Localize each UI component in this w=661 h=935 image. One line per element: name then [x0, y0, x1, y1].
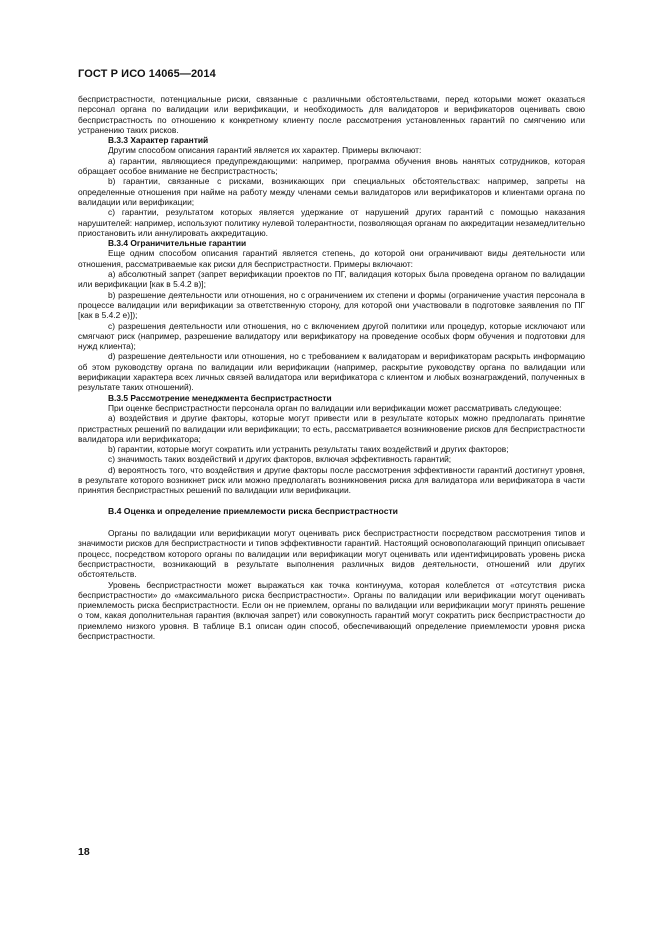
section-b34-item-c: c) разрешения деятельности или отношения, но с включением другой политики или процедур, которые исключают или смягчают риск (например, разрешение валидатору или верификатору на проведение особых форм обучения и подготовки для нужд клиента); — [78, 320, 585, 352]
section-b35-item-c: c) значимость таких воздействий и других факторов, включая эффективность гарантий; — [108, 454, 452, 465]
section-b4-heading: В.4 Оценка и определение приемлемости риска беспристрастности — [108, 505, 398, 516]
section-b4-paragraph-1: Органы по валидации или верификации могут оценивать риск беспристрастности посредством рассмотрения типов и значимости рисков для беспристрастности и типов эффективности гарантий. Настоящий основополагающий принцип описывает процесс, посредством которого органы по валидации или верификации могут оценивать или идентифицировать уровень риска беспристрастности, возникающий в результате выполнения различных видов деятельности, отношений или других обстоятельств. — [78, 528, 585, 580]
section-b35-item-a: a) воздействия и другие факторы, которые могут привести или в результате которых можно предполагать принятие пристрастных решений по валидации или верификации; то есть, рассматривается возникновение рисков для беспристрастности валидатора или верификатора; — [78, 413, 585, 444]
document-body — [78, 94, 585, 641]
section-b33-lead: Другим способом описания гарантий является их характер. Примеры включают: — [108, 145, 422, 156]
section-b35-heading: В.3.5 Рассмотрение менеджмента беспристрастности — [108, 392, 332, 403]
intro-paragraph: беспристрастности, потенциальные риски, связанные с различными обстоятельствами, перед которыми может оказаться персонал органа по валидации или верификации, и необходимость для валидаторов и верификаторов оценивать свою беспристрастность по отношению к конкретному клиенту после рассмотрения установленных гарантий по смягчению или устранению таких рисков. — [78, 94, 585, 135]
section-b33-heading: В.3.3 Характер гарантий — [108, 135, 209, 146]
section-b33-item-a: a) гарантии, являющиеся предупреждающими: например, программа обучения вновь нанятых сотрудников, которая обращает особое внимание не беспристрастность; — [78, 155, 585, 177]
section-b34-lead: Еще одним способом описания гарантий является степень, до которой они ограничивают виды деятельности или отношения, рассматриваемые как риски для беспристрастности. Примеры включают: — [78, 248, 585, 269]
page-number: 18 — [78, 846, 90, 858]
section-b34-item-d: d) разрешение деятельности или отношения, но с требованием к валидаторам и верификаторам раскрыть информацию об этом руководству органа по валидации или верификации (например, раскрытие руководству органа по валидации или верификации характера всех личных связей валидатора или верификатора с клиентом и любых вознаграждений, полученных в результате таких отношений). — [78, 351, 585, 393]
section-b35-lead: При оценке беспристрастности персонала орган по валидации или верификации может рассматривать следующее: — [108, 402, 562, 413]
section-b33-item-c: c) гарантии, результатом которых является удержание от нарушений других гарантий с помощью наказания нарушителей: например, используют политику нулевой толерантности, позволяющая органам по аккредитации незамедлительно приостановить или аннулировать аккредитацию. — [78, 207, 585, 238]
section-b34-item-a: a) абсолютный запрет (запрет верификации проектов по ПГ, валидация которых была проведена органом по валидации или верификации [как в 5.4.2 в)]; — [78, 269, 585, 290]
section-b35-item-d: d) вероятность того, что воздействия и другие факторы после рассмотрения эффективности гарантий достигнут уровня, в результате которого возникнет риск или можно предполагать возникновения риска для валидатора или верификатора в части принятия беспристрастных решений по валидации или верификации. — [78, 464, 585, 496]
section-b35-item-b: b) гарантии, которые могут сократить или устранить результаты таких воздействий и других факторов; — [108, 444, 509, 455]
document-header: ГОСТ Р ИСО 14065—2014 — [78, 68, 216, 80]
section-b34-heading: В.3.4 Ограничительные гарантии — [108, 238, 247, 249]
section-b34-item-b: b) разрешение деятельности или отношения, но с ограничением их степени и формы (ограничение участия персонала в процессе валидации или верификации за ответственную сторону, для которой они участвовали в подготовке заявления по ПГ [как в 5.4.2 е)]); — [78, 289, 585, 321]
section-b4-paragraph-2: Уровень беспристрастности может выражаться как точка континуума, которая колеблется от «отсутствия риска беспристрастности» до «максимального риска беспристрастности». Органы по валидации или верификации могут оценивать приемлемость риска беспристрастности. Если он не приемлем, органы по валидации или верификации могут принять решение о том, какая дополнительная гарантия (включая запрет) или совокупность гарантий могут сократить риск беспристрастности до приемлемо низкого уровня. В таблице В.1 описан один способ, обеспечивающий определение приемлемости уровня риска беспристрастности. — [78, 579, 585, 642]
section-b33-item-b: b) гарантии, связанные с рисками, возникающих при специальных обстоятельствах: например, запреты на определенные отношения при найме на работу между членами семьи валидаторов или верификаторов и клиентами органа по валидации или верификации; — [78, 176, 585, 207]
